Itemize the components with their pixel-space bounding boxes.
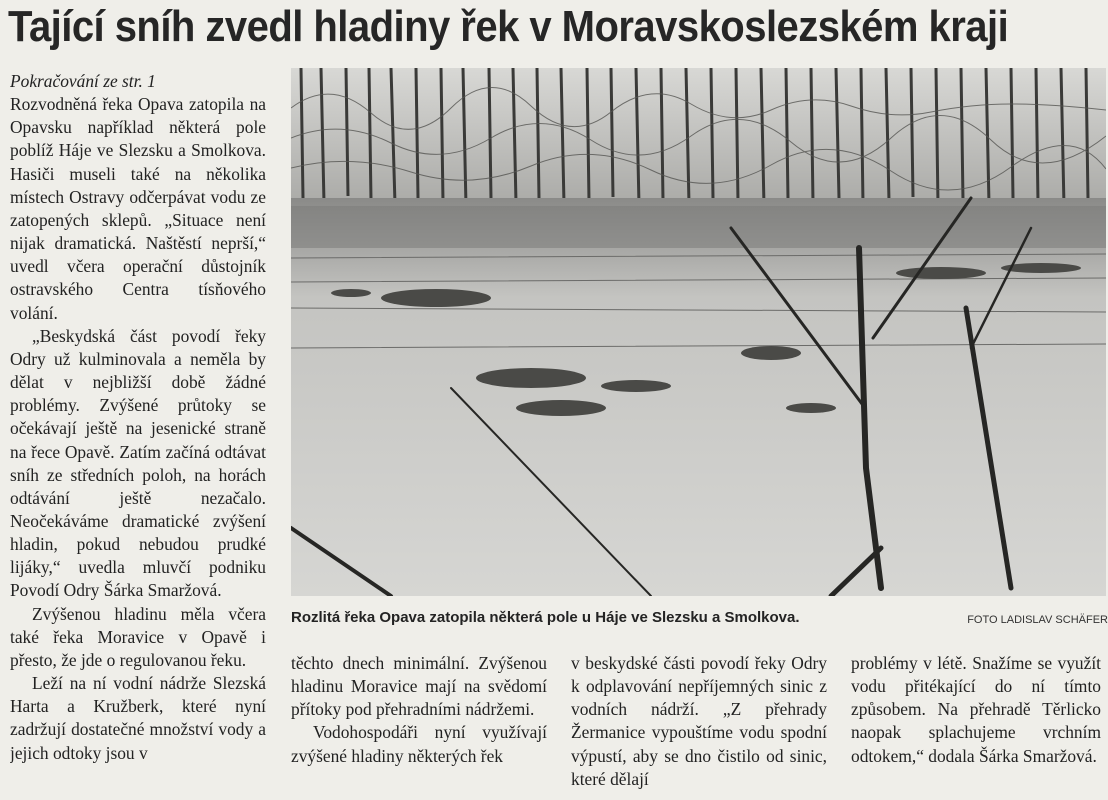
paragraph: těchto dnech minimální. Zvýšenou hladinu Moravice mají na svědomí přítoky pod přehradními nádržemi. [291, 653, 547, 720]
paragraph: Rozvodněná řeka Opava zatopila na Opavsku například některá pole poblíž Háje ve Slezsku a Smolkova. Hasiči museli také na několika místech Ostravy odčerpávat vodu ze zatopených sklepů. „Situace není nijak dramatická. Naštěstí neprší,“ uvedl včera operační důstojník ostravského Centra tísňového volání. [10, 94, 266, 323]
continued-from-note: Pokračování ze str. 1 [10, 71, 156, 91]
paragraph: Leží na ní vodní nádrže Slezská Harta a Kružberk, které nyní zadržují dostatečné množství vody a jejich odtoky jsou v [10, 673, 266, 763]
paragraph: v beskydské části povodí řeky Odry k odplavování nepříjemných sinic z vodních nádrží. „Z přehrady Žermanice vypouštíme vodu spodní výpustí, aby se dno čistilo od sinic, které dělají [571, 653, 827, 789]
article-column-3 [571, 652, 827, 798]
paragraph: problémy v létě. Snažíme se využít vodu přitékající do ní tímto způsobem. Na přehradě Těrlicko naopak splachujeme vrchním odtokem,“ dodala Šárka Smaržová. [851, 653, 1101, 766]
article-column-2 [291, 652, 547, 798]
article-column-1 [10, 70, 266, 798]
water-reflection-band [291, 206, 1106, 248]
paragraph: „Beskydská část povodí řeky Odry už kulminovala a neměla by dělat v nejbližší době žádné problémy. Zvýšené průtoky se očekávají ještě na jesenické straně na řece Opavě. Zatím začíná odtávat sníh ze středních poloh, na horách odtávání ještě nezačalo. Neočekáváme dramatické zvýšení hladin, pokud nebudou prudké lijáky,“ uvedla mluvčí podniku Povodí Odry Šárka Smaržová. [10, 325, 266, 601]
photo-credit: FOTO LADISLAV SCHÄFER [967, 614, 1108, 626]
flooded-field-photo [291, 68, 1106, 596]
paragraph: Zvýšenou hladinu měla včera také řeka Moravice v Opavě i přesto, že jde o regulovanou řeku. [10, 603, 266, 670]
article-headline: Tající sníh zvedl hladiny řek v Moravskoslezském kraji [8, 2, 1009, 51]
article-column-4 [851, 652, 1101, 798]
sky-area [291, 68, 1106, 208]
paragraph: Vodohospodáři nyní využívají zvýšené hladiny některých řek [291, 722, 547, 766]
photo-caption: Rozlitá řeka Opava zatopila některá pole u Háje ve Slezsku a Smolkova. [291, 609, 800, 626]
